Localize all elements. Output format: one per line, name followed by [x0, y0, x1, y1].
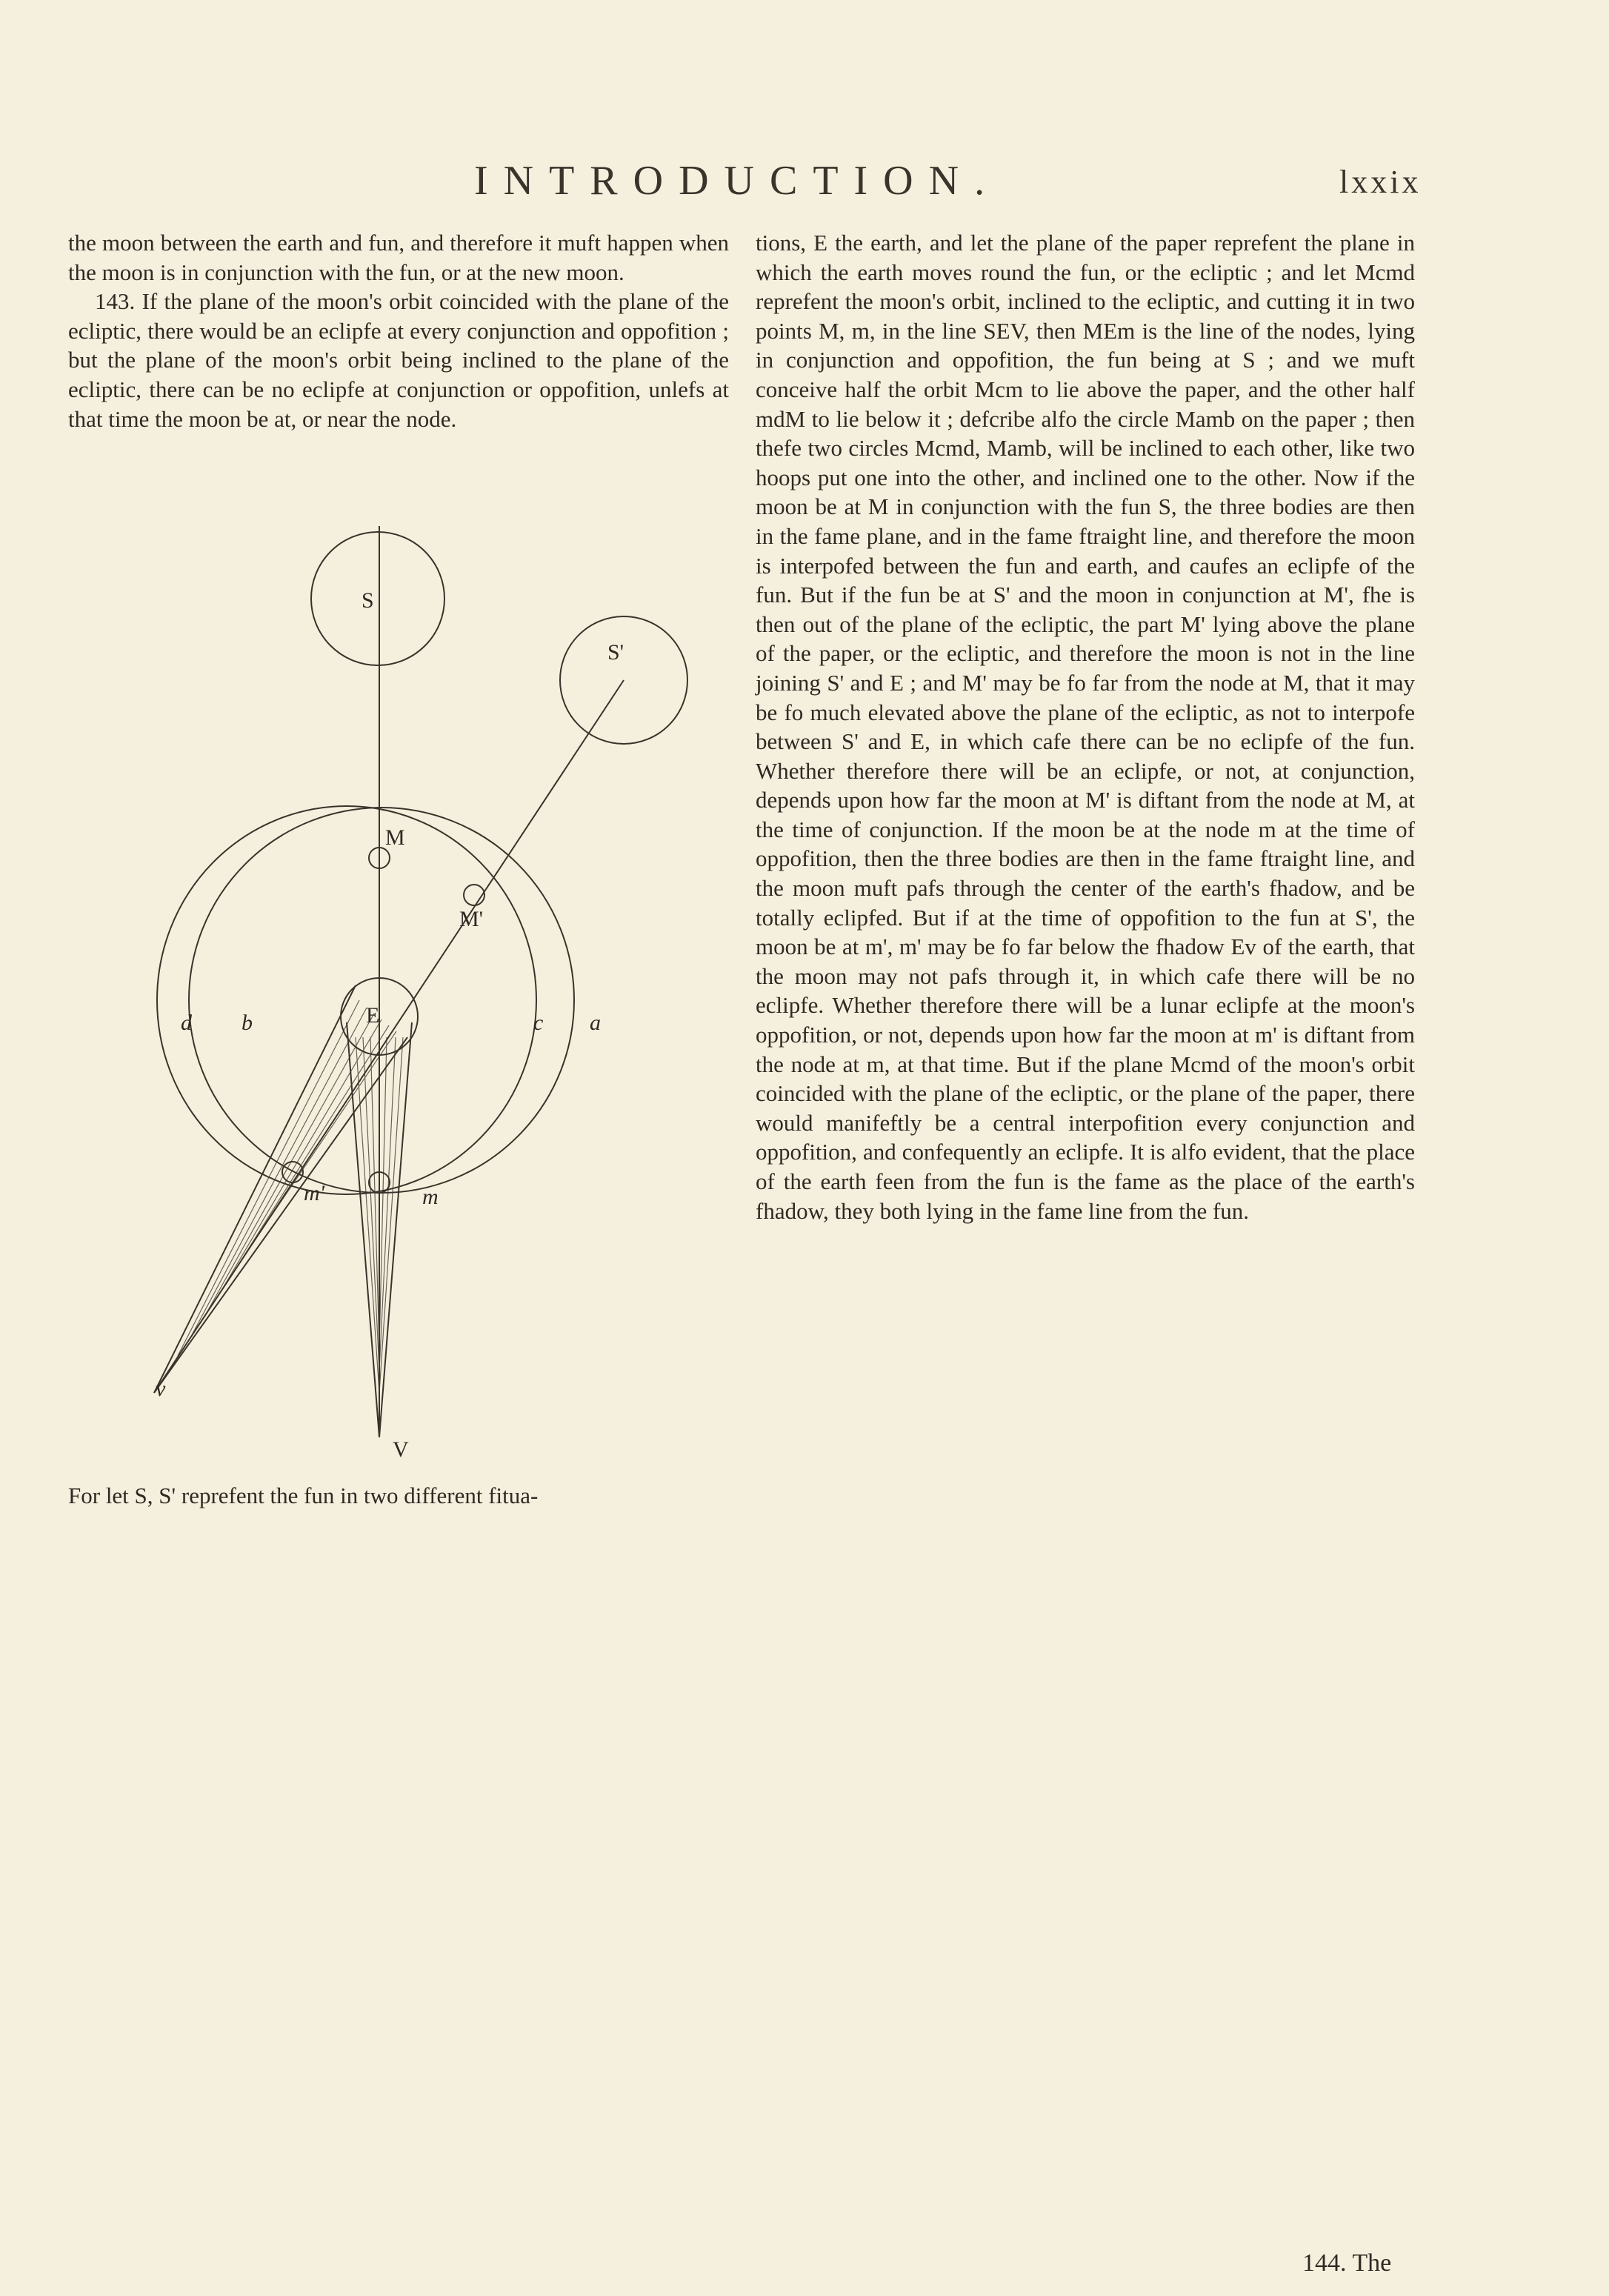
- running-title: INTRODUCTION.: [474, 158, 1001, 204]
- label-s: S: [362, 588, 374, 613]
- paragraph-continuation: the moon between the earth and fun, and therefore it muft happen when the moon is in conjunction with the fun, or at the new moon.: [68, 230, 729, 285]
- label-c: c: [533, 1011, 544, 1035]
- paragraph-143: 143. If the plane of the moon's orbit coincided with the plane of the ecliptic, there would be an eclipfe at every conjunction and oppofition ; but the plane of the moon's orbit being inclined to the plane of the ecliptic, there can be no eclipfe at conjunction or oppofition, unlefs at that time the moon be at, or near the node.: [68, 288, 729, 432]
- label-a: a: [590, 1011, 601, 1035]
- left-column: [68, 228, 729, 433]
- eclipse-diagram-svg: [111, 519, 719, 1474]
- orbit-mcmd: [157, 806, 536, 1194]
- page-number: lxxix: [1339, 164, 1422, 200]
- shadow-cone-right: [379, 1022, 412, 1437]
- label-e: E: [366, 1003, 380, 1028]
- label-v-upper: V: [393, 1437, 409, 1462]
- label-node-m: m: [422, 1185, 439, 1209]
- label-m-prime-lower: m': [304, 1181, 325, 1205]
- label-b: b: [241, 1011, 253, 1035]
- right-column: [756, 228, 1415, 1225]
- figure-caption: For let S, S' reprefent the fun in two different fitua-: [68, 1483, 539, 1508]
- label-v-lower: v: [156, 1377, 166, 1401]
- paragraph-right: tions, E the earth, and let the plane of the paper reprefent the plane in which the earth moves round the fun, or the ecliptic ; and let Mcmd reprefent the moon's orbit, inclined to the ecliptic, and cutting it in two points M, m, in the line SEV, then MEm is the line of the nodes, lying in conjunction and oppofition, the fun being at S ; and we muft conceive half the orbit Mcm to lie above the paper, and the other half mdM to lie below it ; defcribe alfo the circle Mamb on the paper ; then thefe two circles Mcmd, Mamb, will be inclined to each other, like two hoops put one into the other, and inclined one to the other. Now if the moon be at M in conjunction with the fun S, the three bodies are then in the fame plane, and in the fame ftraight line, and therefore the moon is interpofed between the fun and earth, and caufes an eclipfe of the fun. But if the fun be at S' and the moon in conjunction at M', fhe is then out of the plane of the ecliptic, the part M' lying above the plane of the paper, or the ecliptic, and therefore the moon is not in the line joining S' and E ; and M' may be fo far from the node at M, that it may be fo much elevated above the plane of the ecliptic, as not to interpofe between S' and E, in which cafe there can be no eclipfe of the fun. Whether therefore there will be an eclipfe, or not, at conjunction, depends upon how far the moon at M' is diftant from the node at M, at the time of conjunction. If the moon be at the node m at the time of oppofition, then the three bodies are then in the fame ftraight line, and the moon muft pafs through the center of the earth's fhadow, and be totally eclipfed. But if at the time of oppofition to the fun at S', the moon be at m', m' may be fo far below the fhadow Ev of the earth, that the moon may not pafs through it, in which cafe there will be no eclipfe. Whether therefore there will be a lunar eclipfe at the moon's oppofition, or not, depends upon how far the moon at m' is diftant from the node at m, at that time. But if the plane Mcmd of the moon's orbit coincided with the plane of the ecliptic, or the plane of the paper, there would manifeftly be a central interpofition every conjunction and oppofition, and confequently an eclipfe. It is alfo evident, that the place of the earth feen from the fun is the fame as the place of the earth's fhadow, they both lying in the fame line from the fun.: [756, 230, 1415, 1224]
- eclipse-diagram: [111, 519, 719, 1474]
- label-d: d: [181, 1011, 192, 1035]
- shadow-cone-v-right: [154, 1037, 407, 1393]
- catchword: 144. The: [1302, 2249, 1392, 2277]
- shadow-cone-v-left: [154, 985, 356, 1393]
- sun-circle-s: [311, 532, 444, 665]
- shadow-hatching: [178, 1000, 403, 1393]
- label-s-prime: S': [607, 640, 624, 665]
- label-m-prime: M': [459, 907, 484, 931]
- circle-mamb: [189, 808, 574, 1193]
- label-m: M: [385, 825, 405, 850]
